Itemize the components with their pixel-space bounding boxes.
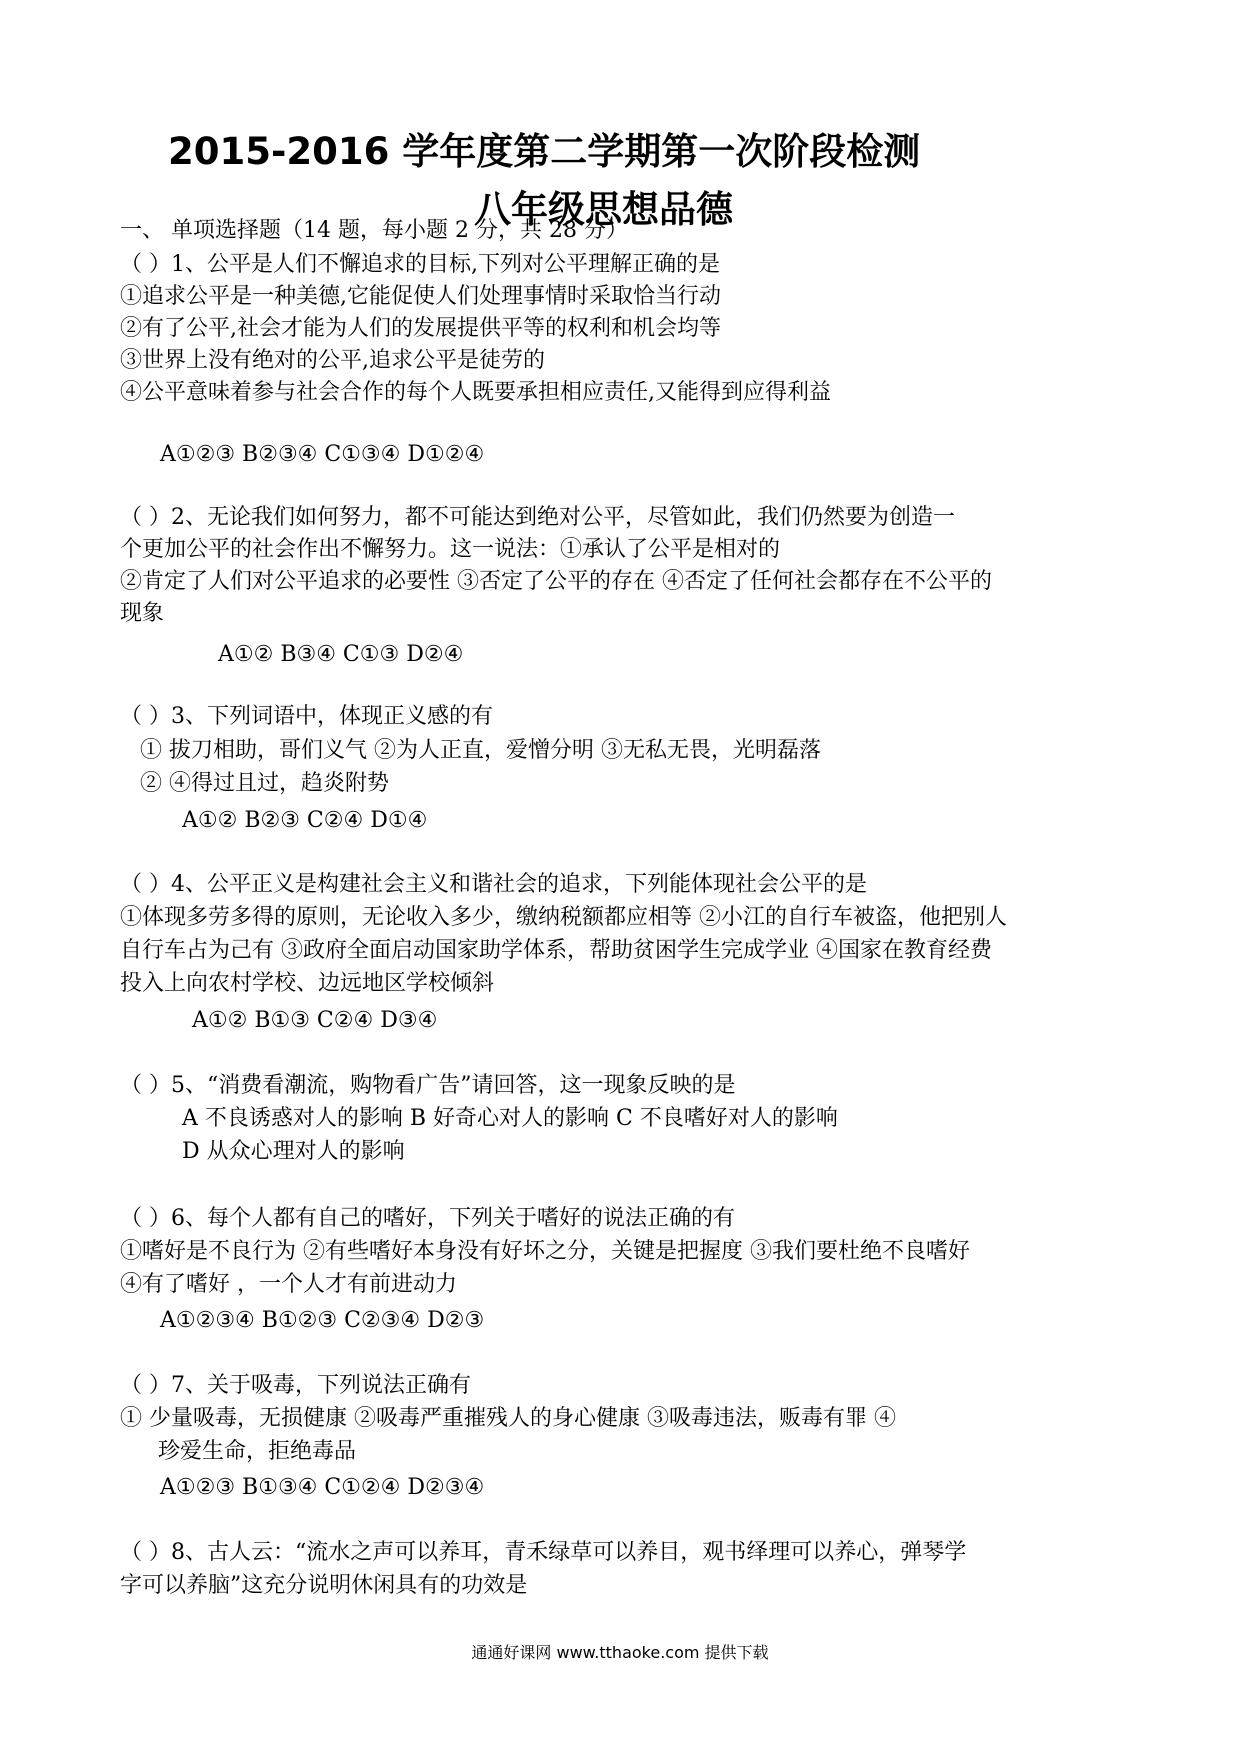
footer-source: 通通好课网 www.tthaoke.com 提供下载 (471, 1643, 769, 1662)
question-line: （ ）1、公平是人们不懈追求的目标,下列对公平理解正确的是 (120, 252, 720, 277)
question-line: ①追求公平是一种美德,它能促使人们处理事情时采取恰当行动 (120, 284, 721, 309)
section-heading: 一、 单项选择题（14 题，每小题 2 分，共 28 分） (120, 218, 628, 243)
answer-options: A 不良诱惑对人的影响 B 好奇心对人的影响 C 不良嗜好对人的影响 (182, 1106, 838, 1131)
question-line: ③世界上没有绝对的公平,追求公平是徒劳的 (120, 348, 545, 373)
answer-options: A①② B③④ C①③ D②④ (218, 642, 464, 667)
answer-options: A①② B②③ C②④ D①④ (182, 808, 428, 833)
answer-options: D 从众心理对人的影响 (182, 1139, 405, 1164)
question-line: 现象 (120, 601, 165, 626)
answer-options: A①②③ B①③④ C①②④ D②③④ (160, 1475, 485, 1500)
answer-options: A①② B①③ C②④ D③④ (192, 1008, 438, 1033)
question-line: （ ）5、“消费看潮流，购物看广告”请回答，这一现象反映的是 (120, 1073, 736, 1098)
question-line: ① 拔刀相助，哥们义气 ②为人正直，爱憎分明 ③无私无畏，光明磊落 (140, 738, 821, 763)
question-line: ②有了公平,社会才能为人们的发展提供平等的权利和机会均等 (120, 316, 721, 341)
question-line: （ ）8、古人云：“流水之声可以养耳，青禾绿草可以养目，观书绎理可以养心，弹琴学 (120, 1540, 967, 1565)
question-line: 投入上向农村学校、边远地区学校倾斜 (120, 971, 495, 996)
question-line: （ ）3、下列词语中，体现正义感的有 (120, 704, 493, 729)
question-line: （ ）6、每个人都有自己的嗜好，下列关于嗜好的说法正确的有 (120, 1206, 735, 1231)
question-line: （ ）7、关于吸毒，下列说法正确有 (120, 1373, 471, 1398)
question-line: 珍爱生命，拒绝毒品 (158, 1439, 357, 1464)
question-line: （ ）4、公平正义是构建社会主义和谐社会的追求，下列能体现社会公平的是 (120, 872, 867, 897)
question-line: ① 少量吸毒，无损健康 ②吸毒严重摧残人的身心健康 ③吸毒违法，贩毒有罪 ④ (120, 1406, 896, 1431)
question-line: ④公平意味着参与社会合作的每个人既要承担相应责任,又能得到应得利益 (120, 380, 831, 405)
question-line: 个更加公平的社会作出不懈努力。这一说法：①承认了公平是相对的 (120, 537, 781, 562)
exam-title: 2015-2016 学年度第二学期第一次阶段检测 (168, 130, 921, 173)
answer-options: A①②③④ B①②③ C②③④ D②③ (160, 1308, 485, 1333)
question-line: ②肯定了人们对公平追求的必要性 ③否定了公平的存在 ④否定了任何社会都存在不公平的 (120, 569, 992, 594)
question-line: ①嗜好是不良行为 ②有些嗜好本身没有好坏之分，关键是把握度 ③我们要杜绝不良嗜好 (120, 1239, 970, 1264)
question-line: ② ④得过且过，趋炎附势 (140, 771, 389, 796)
answer-options: A①②③ B②③④ C①③④ D①②④ (160, 442, 485, 467)
question-line: （ ）2、无论我们如何努力，都不可能达到绝对公平，尽管如此，我们仍然要为创造一 (120, 505, 955, 530)
question-line: 字可以养脑”这充分说明休闲具有的功效是 (120, 1573, 528, 1598)
question-line: ①体现多劳多得的原则，无论收入多少，缴纳税额都应相等 ②小江的自行车被盗，他把别人 (120, 905, 1007, 930)
exam-subject-title: 八年级思想品德 (474, 188, 733, 231)
question-line: 自行车占为己有 ③政府全面启动国家助学体系，帮助贫困学生完成学业 ④国家在教育经费 (120, 938, 992, 963)
question-line: ④有了嗜好 ，一个人才有前进动力 (120, 1272, 457, 1297)
